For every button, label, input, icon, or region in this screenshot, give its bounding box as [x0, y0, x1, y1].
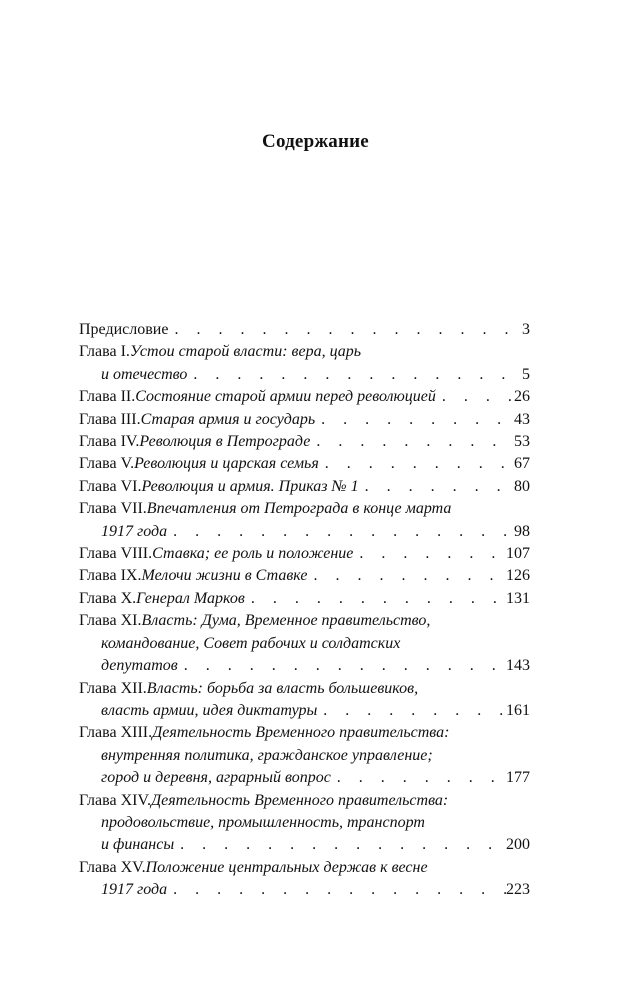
toc-chapter-title: Революция в Петрограде: [139, 433, 311, 451]
toc-chapter-number: Предисловие: [79, 321, 169, 338]
toc-entry: [79, 790, 530, 857]
toc-chapter-title: Мелочи жизни в Ставке: [141, 567, 308, 585]
toc-chapter-title: Впечатления от Петрограда в конце марта: [146, 500, 452, 518]
toc-chapter-title: Положение центральных держав к весне: [145, 858, 428, 876]
toc-page-number: 53: [514, 433, 530, 451]
toc-chapter-title: Генерал Марков: [136, 589, 245, 607]
toc-chapter-title: 1917 года: [101, 881, 168, 899]
toc-line: [79, 700, 530, 722]
toc-line: [79, 476, 530, 498]
toc-chapter-number: Глава VII.: [79, 500, 147, 518]
dot-leader: [310, 431, 514, 453]
toc-page-number: 43: [514, 410, 530, 428]
toc-chapter-title: Революция и царская семья: [134, 455, 319, 473]
toc-line: [79, 812, 530, 834]
toc-entry: [79, 588, 530, 610]
dot-leader: [187, 364, 522, 386]
toc-line: [79, 565, 530, 587]
toc-entry: [79, 453, 530, 475]
toc-line: [79, 633, 530, 655]
toc-line: [79, 588, 530, 610]
toc-chapter-title: 1917 года: [101, 522, 168, 540]
toc-line: [79, 364, 530, 386]
toc-chapter-title: командование, Совет рабочих и солдатских: [101, 634, 401, 652]
toc-line: [79, 722, 530, 744]
toc-line: [79, 678, 530, 700]
toc-line: [79, 498, 530, 520]
dot-leader: [245, 588, 506, 610]
toc-chapter-number: Глава III.: [79, 410, 141, 428]
toc-page-number: 131: [506, 589, 530, 607]
toc-entry: [79, 341, 530, 386]
toc-chapter-number: Глава IV.: [79, 433, 140, 451]
toc-line: [79, 543, 530, 565]
toc-entry: [79, 498, 530, 543]
toc-chapter-title: Ставка; ее роль и положение: [152, 545, 354, 563]
toc-chapter-title: продовольствие, промышленность, транспорт: [101, 813, 425, 831]
toc-chapter-title: Старая армия и государь: [140, 410, 316, 428]
table-of-contents: [79, 319, 530, 902]
toc-entry: [79, 610, 530, 677]
toc-entry: [79, 319, 530, 341]
toc-entry: [79, 386, 530, 408]
dot-leader: [331, 767, 506, 789]
dot-leader: [353, 543, 506, 565]
toc-chapter-number: Глава XI.: [79, 612, 142, 630]
toc-entry: [79, 678, 530, 723]
toc-chapter-number: Глава X.: [79, 589, 137, 607]
toc-entry: [79, 857, 530, 902]
toc-entry: [79, 409, 530, 431]
toc-page-number: 107: [506, 545, 530, 563]
toc-chapter-title: и отечество: [101, 365, 188, 383]
toc-chapter-title: депутатов: [101, 657, 178, 675]
toc-chapter-number: Глава XV.: [79, 858, 146, 876]
toc-page-number: 67: [514, 455, 530, 473]
toc-line: [79, 834, 530, 856]
toc-entry: [79, 431, 530, 453]
toc-chapter-title: Власть: борьба за власть большевиков,: [146, 679, 419, 697]
toc-page-number: 3: [522, 321, 530, 338]
toc-chapter-number: Глава IX.: [79, 567, 142, 585]
toc-line: [79, 767, 530, 789]
toc-chapter-title: власть армии, идея диктатуры: [101, 701, 318, 719]
toc-chapter-title: и финансы: [101, 836, 175, 854]
dot-leader: [319, 453, 514, 475]
toc-line: [79, 610, 530, 632]
dot-leader: [167, 879, 506, 901]
toc-chapter-number: Глава XIII.: [79, 724, 153, 742]
dot-leader: [178, 655, 506, 677]
toc-entry: [79, 722, 530, 789]
dot-leader: [359, 476, 514, 498]
toc-chapter-number: Глава VIII.: [79, 545, 153, 563]
dot-leader: [317, 700, 506, 722]
toc-page-number: 223: [506, 881, 530, 899]
dot-leader: [436, 386, 514, 408]
toc-line: [79, 521, 530, 543]
toc-line: [79, 319, 530, 341]
toc-chapter-title: Состояние старой армии перед революцией: [135, 388, 436, 406]
toc-entry: [79, 543, 530, 565]
toc-line: [79, 341, 530, 363]
toc-chapter-number: Глава I.: [79, 343, 130, 361]
toc-page-number: 126: [506, 567, 530, 585]
toc-chapter-number: Глава II.: [79, 388, 136, 406]
page-title: Содержание: [262, 131, 369, 152]
toc-page-number: 80: [514, 477, 530, 495]
dot-leader: [168, 319, 522, 341]
toc-chapter-title: город и деревня, аграрный вопрос: [101, 769, 331, 787]
toc-chapter-title: Деятельность Временного правительства:: [150, 791, 449, 809]
toc-line: [79, 453, 530, 475]
toc-line: [79, 431, 530, 453]
toc-chapter-title: внутренняя политика, гражданское управление;: [101, 746, 433, 764]
toc-line: [79, 879, 530, 901]
dot-leader: [315, 409, 514, 431]
toc-chapter-title: Власть: Дума, Временное правительство,: [141, 612, 431, 630]
dot-leader: [167, 521, 514, 543]
toc-chapter-title: Устои старой власти: вера, царь: [129, 343, 362, 361]
toc-page-number: 161: [506, 701, 530, 719]
toc-chapter-title: Деятельность Временного правительства:: [152, 724, 450, 742]
toc-line: [79, 790, 530, 812]
toc-page-number: 143: [506, 657, 530, 675]
toc-entry: [79, 565, 530, 587]
toc-line: [79, 745, 530, 767]
toc-line: [79, 386, 530, 408]
toc-line: [79, 857, 530, 879]
toc-page-number: 26: [514, 388, 530, 406]
toc-chapter-number: Глава XIV.: [79, 791, 151, 809]
toc-chapter-number: Глава V.: [79, 455, 135, 473]
dot-leader: [307, 565, 506, 587]
toc-chapter-number: Глава XII.: [79, 679, 147, 697]
toc-entry: [79, 476, 530, 498]
toc-chapter-number: Глава VI.: [79, 477, 142, 495]
toc-line: [79, 409, 530, 431]
toc-chapter-title: Революция и армия. Приказ № 1: [141, 477, 359, 495]
dot-leader: [174, 834, 506, 856]
toc-page-number: 98: [514, 522, 530, 540]
toc-line: [79, 655, 530, 677]
toc-page-number: 5: [522, 365, 530, 383]
toc-page-number: 177: [506, 769, 530, 787]
toc-page-number: 200: [506, 836, 530, 854]
